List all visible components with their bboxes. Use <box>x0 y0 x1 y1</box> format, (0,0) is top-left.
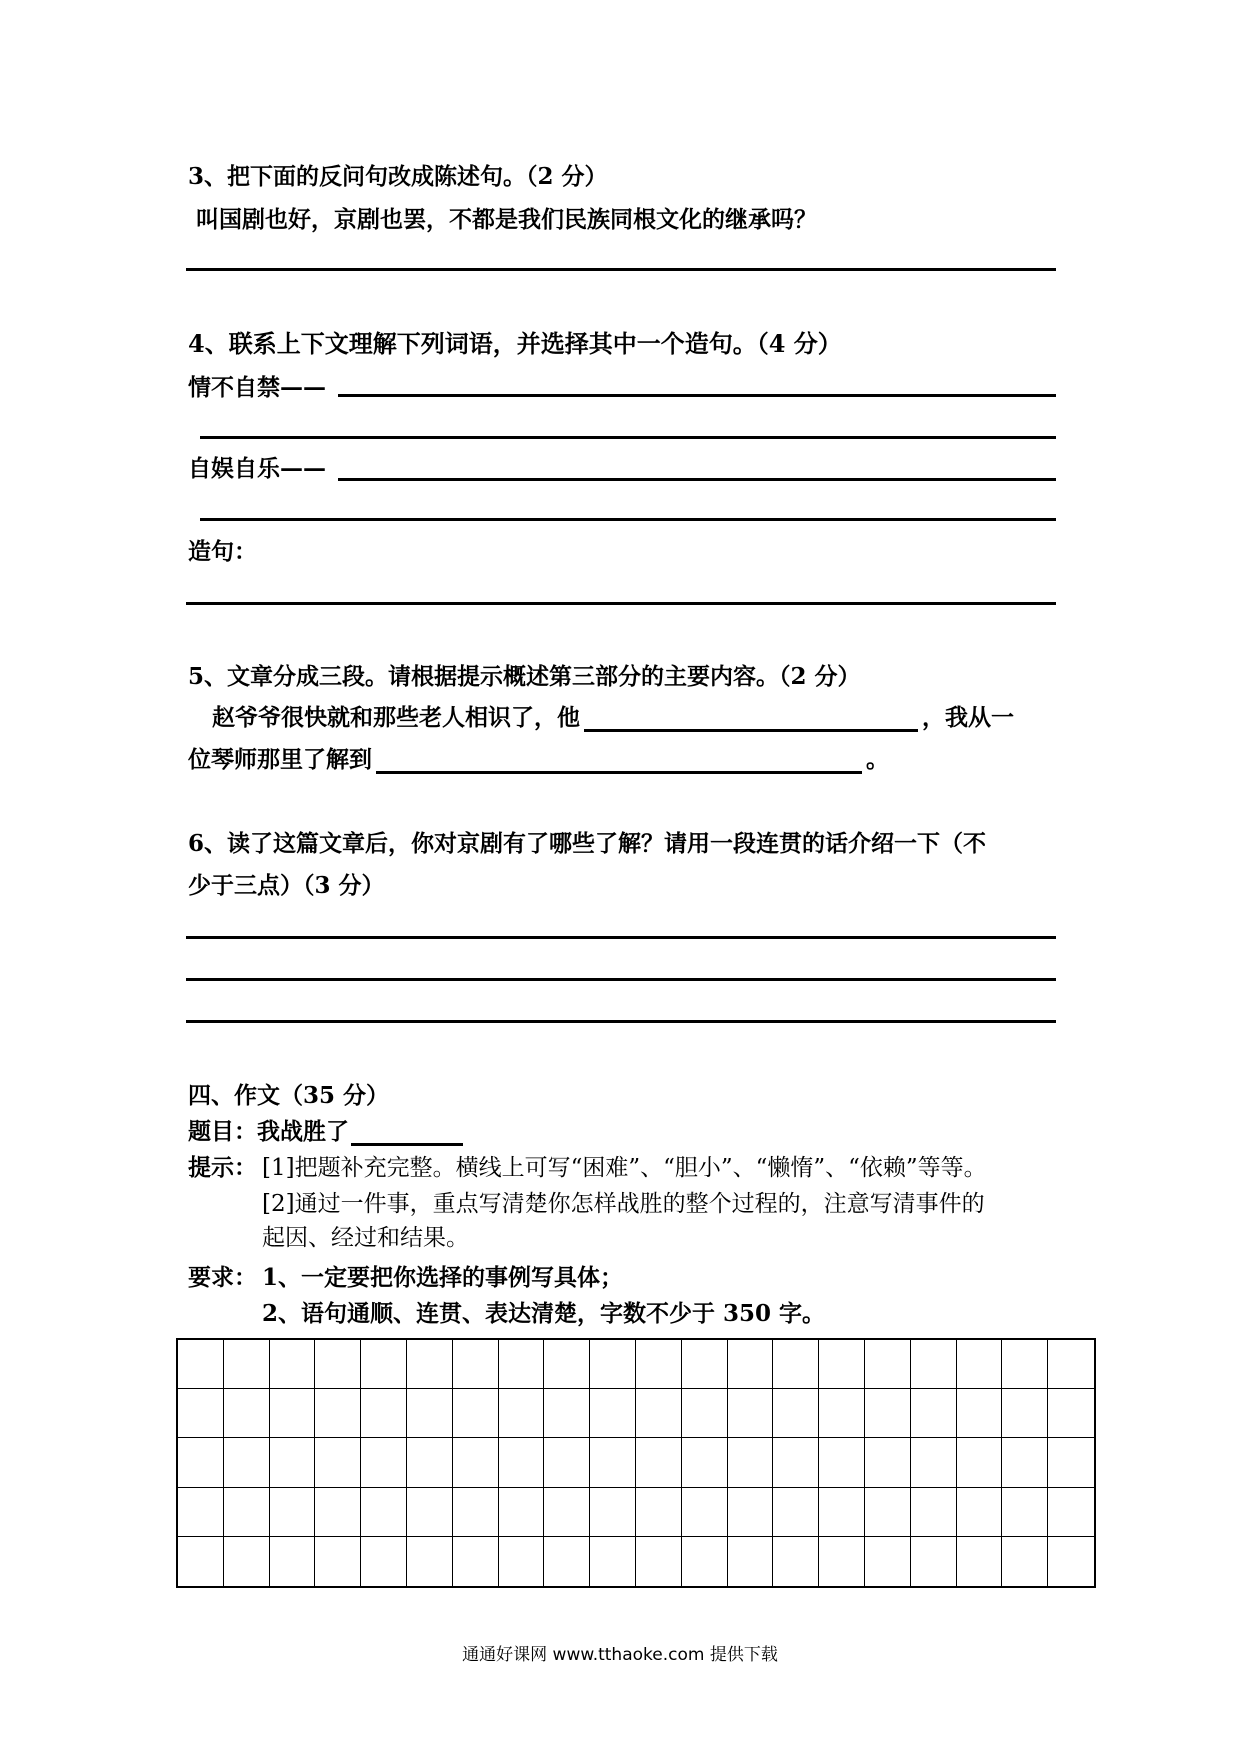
grid-cell[interactable] <box>636 1488 682 1537</box>
grid-cell[interactable] <box>957 1340 1003 1389</box>
answer-line[interactable] <box>186 936 1056 939</box>
grid-cell[interactable] <box>957 1438 1003 1487</box>
grid-cell[interactable] <box>270 1340 316 1389</box>
grid-cell[interactable] <box>1048 1389 1094 1438</box>
grid-cell[interactable] <box>407 1389 453 1438</box>
grid-cell[interactable] <box>544 1488 590 1537</box>
grid-cell[interactable] <box>1048 1340 1094 1389</box>
grid-cell[interactable] <box>1048 1488 1094 1537</box>
question-5-line2 <box>188 746 889 774</box>
grid-cell[interactable] <box>728 1340 774 1389</box>
answer-line[interactable] <box>186 978 1056 981</box>
answer-line[interactable] <box>200 518 1056 521</box>
question-3-sentence: 叫国剧也好，京剧也罢，不都是我们民族同根文化的继承吗？ <box>196 206 817 233</box>
topic-blank[interactable] <box>351 1119 463 1146</box>
grid-cell[interactable] <box>407 1488 453 1537</box>
grid-cell[interactable] <box>178 1340 224 1389</box>
grid-cell[interactable] <box>315 1537 361 1586</box>
answer-line[interactable] <box>338 394 1056 397</box>
grid-cell[interactable] <box>682 1389 728 1438</box>
grid-cell[interactable] <box>590 1389 636 1438</box>
grid-cell[interactable] <box>773 1340 819 1389</box>
grid-cell[interactable] <box>1048 1438 1094 1487</box>
grid-cell[interactable] <box>819 1340 865 1389</box>
grid-cell[interactable] <box>728 1389 774 1438</box>
q5-line1-start: 赵爷爷很快就和那些老人相识了，他 <box>212 704 580 731</box>
answer-line[interactable] <box>186 268 1056 271</box>
grid-cell[interactable] <box>544 1340 590 1389</box>
grid-cell[interactable] <box>682 1340 728 1389</box>
grid-cell[interactable] <box>590 1438 636 1487</box>
grid-cell[interactable] <box>544 1389 590 1438</box>
grid-cell[interactable] <box>270 1438 316 1487</box>
grid-cell[interactable] <box>728 1488 774 1537</box>
grid-cell[interactable] <box>1002 1537 1048 1586</box>
question-5-line1 <box>212 704 1058 732</box>
grid-cell[interactable] <box>499 1438 545 1487</box>
grid-cell[interactable] <box>728 1537 774 1586</box>
grid-cell[interactable] <box>361 1340 407 1389</box>
grid-cell[interactable] <box>178 1438 224 1487</box>
grid-cell[interactable] <box>636 1389 682 1438</box>
sentence-label: 造句： <box>188 538 257 565</box>
composition-topic-text: 题目：我战胜了 <box>188 1118 349 1145</box>
hint-2-line2: 起因、经过和结果。 <box>262 1225 469 1251</box>
grid-cell[interactable] <box>499 1389 545 1438</box>
question-5-title: 5、文章分成三段。请根据提示概述第三部分的主要内容。（2 分） <box>188 663 861 690</box>
grid-cell[interactable] <box>957 1488 1003 1537</box>
grid-cell[interactable] <box>682 1488 728 1537</box>
grid-cell[interactable] <box>1002 1389 1048 1438</box>
grid-cell[interactable] <box>819 1537 865 1586</box>
grid-cell[interactable] <box>819 1438 865 1487</box>
grid-cell[interactable] <box>224 1389 270 1438</box>
grid-cell[interactable] <box>407 1537 453 1586</box>
grid-cell[interactable] <box>178 1488 224 1537</box>
hint-label: 提示： <box>188 1154 257 1181</box>
grid-cell[interactable] <box>224 1537 270 1586</box>
grid-cell[interactable] <box>1002 1438 1048 1487</box>
grid-cell[interactable] <box>865 1537 911 1586</box>
grid-cell[interactable] <box>911 1438 957 1487</box>
grid-cell[interactable] <box>773 1488 819 1537</box>
grid-cell[interactable] <box>178 1389 224 1438</box>
grid-cell[interactable] <box>315 1389 361 1438</box>
grid-cell[interactable] <box>1048 1537 1094 1586</box>
grid-cell[interactable] <box>453 1340 499 1389</box>
word-ziyuzile: 自娱自乐—— <box>188 455 326 482</box>
requirement-label: 要求： <box>188 1264 257 1291</box>
q5-line1-end: ，我从一 <box>922 704 1014 731</box>
grid-cell[interactable] <box>911 1488 957 1537</box>
grid-cell[interactable] <box>361 1488 407 1537</box>
grid-cell[interactable] <box>682 1438 728 1487</box>
q5-line2-start: 位琴师那里了解到 <box>188 746 372 773</box>
grid-cell[interactable] <box>590 1537 636 1586</box>
answer-line[interactable] <box>338 478 1056 481</box>
word-qingbuzijin: 情不自禁—— <box>188 374 326 401</box>
grid-cell[interactable] <box>911 1537 957 1586</box>
grid-cell[interactable] <box>544 1438 590 1487</box>
composition-heading: 四、作文（35 分） <box>188 1082 390 1109</box>
grid-cell[interactable] <box>453 1488 499 1537</box>
grid-cell[interactable] <box>499 1340 545 1389</box>
grid-cell[interactable] <box>1002 1340 1048 1389</box>
grid-cell[interactable] <box>590 1340 636 1389</box>
grid-cell[interactable] <box>682 1537 728 1586</box>
grid-cell[interactable] <box>499 1488 545 1537</box>
grid-cell[interactable] <box>865 1340 911 1389</box>
grid-cell[interactable] <box>270 1389 316 1438</box>
hint-2-line1: [2]通过一件事，重点写清楚你怎样战胜的整个过程的，注意写清事件的 <box>262 1191 985 1217</box>
grid-cell[interactable] <box>819 1389 865 1438</box>
grid-cell[interactable] <box>544 1537 590 1586</box>
question-3-title: 3、把下面的反问句改成陈述句。（2 分） <box>188 163 608 190</box>
grid-cell[interactable] <box>865 1389 911 1438</box>
grid-cell[interactable] <box>773 1537 819 1586</box>
grid-cell[interactable] <box>636 1340 682 1389</box>
grid-cell[interactable] <box>773 1438 819 1487</box>
grid-cell[interactable] <box>911 1389 957 1438</box>
grid-cell[interactable] <box>453 1537 499 1586</box>
q5-line2-end: 。 <box>866 746 889 773</box>
grid-cell[interactable] <box>315 1438 361 1487</box>
answer-line[interactable] <box>186 1020 1056 1023</box>
grid-cell[interactable] <box>1002 1488 1048 1537</box>
grid-cell[interactable] <box>407 1340 453 1389</box>
hint-1: [1]把题补充完整。横线上可写“困难”、“胆小”、“懒惰”、“依赖”等等。 <box>262 1155 987 1181</box>
grid-cell[interactable] <box>270 1537 316 1586</box>
grid-cell[interactable] <box>361 1389 407 1438</box>
grid-cell[interactable] <box>224 1488 270 1537</box>
grid-cell[interactable] <box>224 1340 270 1389</box>
footer-download-notice: 通通好课网 www.tthaoke.com 提供下载 <box>462 1645 778 1665</box>
grid-cell[interactable] <box>224 1438 270 1487</box>
requirement-2: 2、语句通顺、连贯、表达清楚，字数不少于 350 字。 <box>262 1300 826 1327</box>
q5-blank-1[interactable] <box>584 705 918 732</box>
requirement-1: 1、一定要把你选择的事例写具体； <box>262 1264 624 1291</box>
composition-topic <box>188 1118 467 1146</box>
grid-cell[interactable] <box>957 1389 1003 1438</box>
grid-cell[interactable] <box>315 1340 361 1389</box>
grid-cell[interactable] <box>957 1537 1003 1586</box>
question-6-title-line2: 少于三点）（3 分） <box>188 872 385 899</box>
composition-writing-grid[interactable] <box>176 1338 1096 1588</box>
question-6-title-line1: 6、读了这篇文章后，你对京剧有了哪些了解？请用一段连贯的话介绍一下（不 <box>188 830 987 857</box>
grid-cell[interactable] <box>636 1438 682 1487</box>
grid-cell[interactable] <box>865 1438 911 1487</box>
grid-cell[interactable] <box>819 1488 865 1537</box>
grid-cell[interactable] <box>865 1488 911 1537</box>
grid-cell[interactable] <box>773 1389 819 1438</box>
grid-cell[interactable] <box>178 1537 224 1586</box>
question-4-title: 4、联系上下文理解下列词语，并选择其中一个造句。（4 分） <box>188 329 842 358</box>
grid-cell[interactable] <box>453 1438 499 1487</box>
grid-cell[interactable] <box>499 1537 545 1586</box>
grid-cell[interactable] <box>270 1488 316 1537</box>
grid-cell[interactable] <box>590 1488 636 1537</box>
grid-cell[interactable] <box>453 1389 499 1438</box>
grid-cell[interactable] <box>407 1438 453 1487</box>
grid-cell[interactable] <box>636 1537 682 1586</box>
grid-cell[interactable] <box>361 1537 407 1586</box>
answer-line[interactable] <box>186 602 1056 605</box>
grid-cell[interactable] <box>728 1438 774 1487</box>
q5-blank-2[interactable] <box>376 747 862 774</box>
grid-cell[interactable] <box>911 1340 957 1389</box>
grid-cell[interactable] <box>315 1488 361 1537</box>
answer-line[interactable] <box>200 436 1056 439</box>
grid-cell[interactable] <box>361 1438 407 1487</box>
